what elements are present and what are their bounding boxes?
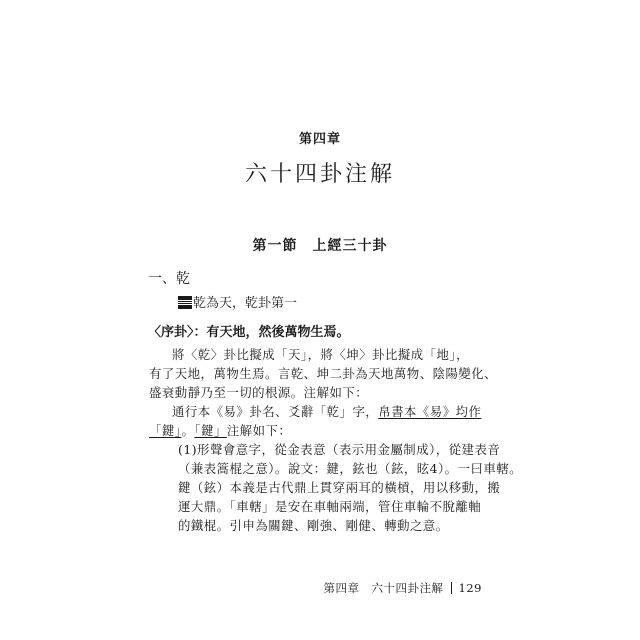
paragraph-line	[172, 402, 481, 420]
list-item-line: 的鐵棍。引申為關鍵、剛強、剛健、轉動之意。	[178, 518, 449, 533]
section-title: 第一節 上經三十卦	[252, 238, 388, 254]
qian-hexagram-icon	[178, 296, 192, 309]
list-item-line: (1)形聲會意字，從金表意（表示用金屬制成），從建表音	[178, 442, 501, 457]
list-item-line: 鍵（鉉）本義是古代鼎上貫穿兩耳的橫槓，用以移動，搬	[178, 480, 501, 495]
footer-divider	[451, 582, 452, 594]
paragraph-line: 將〈乾〉卦比擬成「天」，將〈坤〉卦比擬成「地」，	[172, 347, 469, 362]
paragraph-text: 通行本《易》卦名、爻辭「乾」字，	[172, 404, 379, 419]
page-number: 129	[458, 581, 482, 595]
chapter-number: 第四章	[298, 132, 341, 147]
paragraph-line	[149, 421, 291, 439]
hexagram-caption-line	[178, 292, 297, 311]
hexagram-caption: 乾為天，乾卦第一	[193, 296, 298, 311]
list-item-line: （兼表篙棍之意）。說文：鍵，鉉也（鉉，昡4）。一曰車轄。	[178, 461, 523, 476]
paragraph-text: 注解如下：	[226, 423, 292, 438]
paragraph-line: 有了天地，萬物生焉。言乾、坤二卦為天地萬物、陰陽變化、	[149, 366, 498, 381]
list-item-line: 運大鼎。「車轄」是安在車軸兩端，管住車輪不脫離軸	[178, 499, 482, 514]
underlined-text: 「鍵」	[194, 423, 227, 438]
underlined-text: 「鍵」	[149, 423, 182, 438]
paragraph-text: 。	[181, 423, 195, 438]
page-footer	[0, 580, 482, 596]
paragraph-line: 盛衰動靜乃至一切的根源。注解如下：	[149, 385, 369, 400]
chapter-title: 六十四卦注解	[244, 162, 395, 187]
running-head: 第四章 六十四卦注解	[323, 581, 444, 595]
entry-heading: 一、乾	[148, 271, 190, 287]
underlined-text: 帛書本《易》均作	[378, 404, 482, 419]
xugua-heading: 〈序卦〉：有天地，然後萬物生焉。	[148, 325, 350, 340]
